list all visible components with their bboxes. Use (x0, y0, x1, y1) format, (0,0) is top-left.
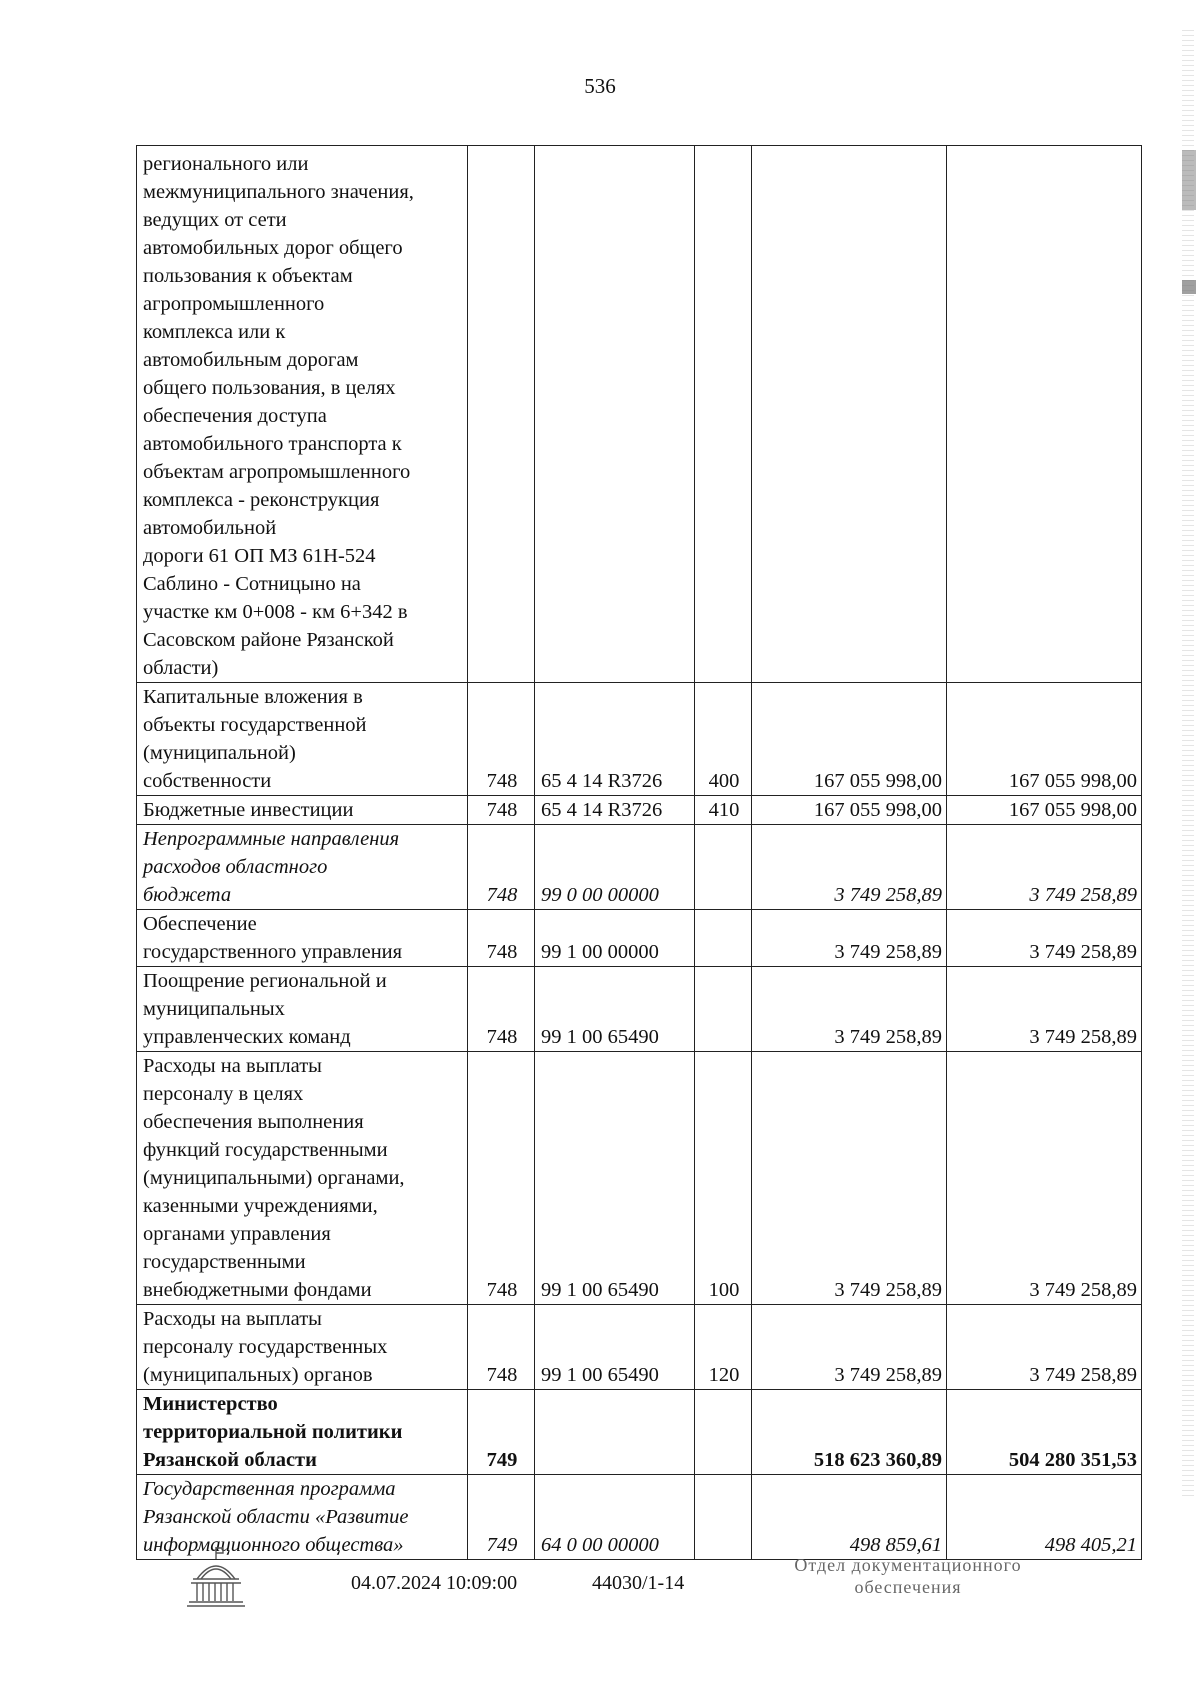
row-target-article (535, 1390, 695, 1475)
row-sum-2: 167 055 998,00 (947, 796, 1142, 825)
row-admin-code (468, 146, 535, 683)
row-name: Расходы на выплаты персоналу в целях обеспечения выполнения функций государственными (муниципальными) органами, казенными учреждениями, органами управления государственными внебюджетными фондами (137, 1052, 468, 1305)
row-admin-code: 748 (468, 796, 535, 825)
row-admin-code: 749 (468, 1390, 535, 1475)
row-admin-code: 748 (468, 967, 535, 1052)
table-row (137, 1390, 1142, 1475)
row-target-article: 65 4 14 R3726 (535, 796, 695, 825)
row-target-article: 99 0 00 00000 (535, 825, 695, 910)
row-sum-2: 504 280 351,53 (947, 1390, 1142, 1475)
row-sum-2: 3 749 258,89 (947, 967, 1142, 1052)
row-target-article: 64 0 00 00000 (535, 1475, 695, 1560)
row-expense-type: 100 (695, 1052, 752, 1305)
row-expense-type: 120 (695, 1305, 752, 1390)
row-expense-type (695, 910, 752, 967)
row-sum-1: 3 749 258,89 (752, 910, 947, 967)
duma-building-icon (185, 1545, 247, 1611)
row-name: Обеспечение государственного управления (137, 910, 468, 967)
row-name: Непрограммные направления расходов областного бюджета (137, 825, 468, 910)
row-sum-2: 3 749 258,89 (947, 1052, 1142, 1305)
row-target-article: 99 1 00 65490 (535, 967, 695, 1052)
scan-margin-mark (1182, 280, 1196, 294)
page-number: 536 (584, 74, 616, 98)
row-admin-code: 748 (468, 910, 535, 967)
row-name: Поощрение региональной и муниципальных управленческих команд (137, 967, 468, 1052)
row-sum-1: 167 055 998,00 (752, 796, 947, 825)
row-expense-type (695, 825, 752, 910)
row-sum-2: 498 405,21 (947, 1475, 1142, 1560)
row-sum-2: 3 749 258,89 (947, 825, 1142, 910)
scan-margin-mark (1182, 150, 1196, 210)
row-name: Министерство территориальной политики Рязанской области (137, 1390, 468, 1475)
row-name: Расходы на выплаты персоналу государственных (муниципальных) органов (137, 1305, 468, 1390)
row-expense-type: 410 (695, 796, 752, 825)
row-name: Бюджетные инвестиции (137, 796, 468, 825)
row-expense-type (695, 1390, 752, 1475)
row-admin-code: 749 (468, 1475, 535, 1560)
table-row (137, 1475, 1142, 1560)
row-name: Капитальные вложения в объекты государственной (муниципальной) собственности (137, 683, 468, 796)
row-name: Государственная программа Рязанской области «Развитие информационного общества» (137, 1475, 468, 1560)
row-admin-code: 748 (468, 683, 535, 796)
scan-margin-noise (1182, 30, 1194, 1500)
table-row (137, 1305, 1142, 1390)
row-expense-type: 400 (695, 683, 752, 796)
row-target-article: 99 1 00 65490 (535, 1052, 695, 1305)
row-sum-1: 3 749 258,89 (752, 825, 947, 910)
row-target-article (535, 146, 695, 683)
row-sum-1 (752, 146, 947, 683)
row-expense-type (695, 967, 752, 1052)
row-sum-1: 3 749 258,89 (752, 967, 947, 1052)
row-admin-code: 748 (468, 1052, 535, 1305)
table-row (137, 796, 1142, 825)
footer-reg-number: 44030/1-14 (592, 1572, 685, 1594)
row-target-article: 65 4 14 R3726 (535, 683, 695, 796)
row-sum-2 (947, 146, 1142, 683)
row-sum-1: 518 623 360,89 (752, 1390, 947, 1475)
row-sum-2: 167 055 998,00 (947, 683, 1142, 796)
row-sum-1: 167 055 998,00 (752, 683, 947, 796)
row-target-article: 99 1 00 00000 (535, 910, 695, 967)
row-target-article: 99 1 00 65490 (535, 1305, 695, 1390)
table-row (137, 910, 1142, 967)
footer-datetime: 04.07.2024 10:09:00 (351, 1572, 518, 1594)
row-sum-1: 498 859,61 (752, 1475, 947, 1560)
row-sum-2: 3 749 258,89 (947, 1305, 1142, 1390)
row-admin-code: 748 (468, 825, 535, 910)
row-sum-1: 3 749 258,89 (752, 1305, 947, 1390)
table-row (137, 1052, 1142, 1305)
row-sum-2: 3 749 258,89 (947, 910, 1142, 967)
row-expense-type (695, 1475, 752, 1560)
table-row (137, 146, 1142, 683)
row-sum-1: 3 749 258,89 (752, 1052, 947, 1305)
table-row (137, 825, 1142, 910)
row-name: регионального или межмуниципального значения, ведущих от сети автомобильных дорог общего пользования к объектам агропромышленного комплекса или к автомобильным дорогам общего пользования, в целях обеспечения доступа автомобильного транспорта к объектам агропромышленного комплекса - реконструкция автомобильной дороги 61 ОП МЗ 61Н-524 Саблино - Сотницыно на участке км 0+008 - км 6+342 в Сасовском районе Рязанской области) (137, 146, 468, 683)
department-stamp: Отдел документационного обеспечения (794, 1555, 1022, 1597)
budget-table (136, 145, 1142, 1560)
row-expense-type (695, 146, 752, 683)
row-admin-code: 748 (468, 1305, 535, 1390)
table-row (137, 683, 1142, 796)
table-row (137, 967, 1142, 1052)
